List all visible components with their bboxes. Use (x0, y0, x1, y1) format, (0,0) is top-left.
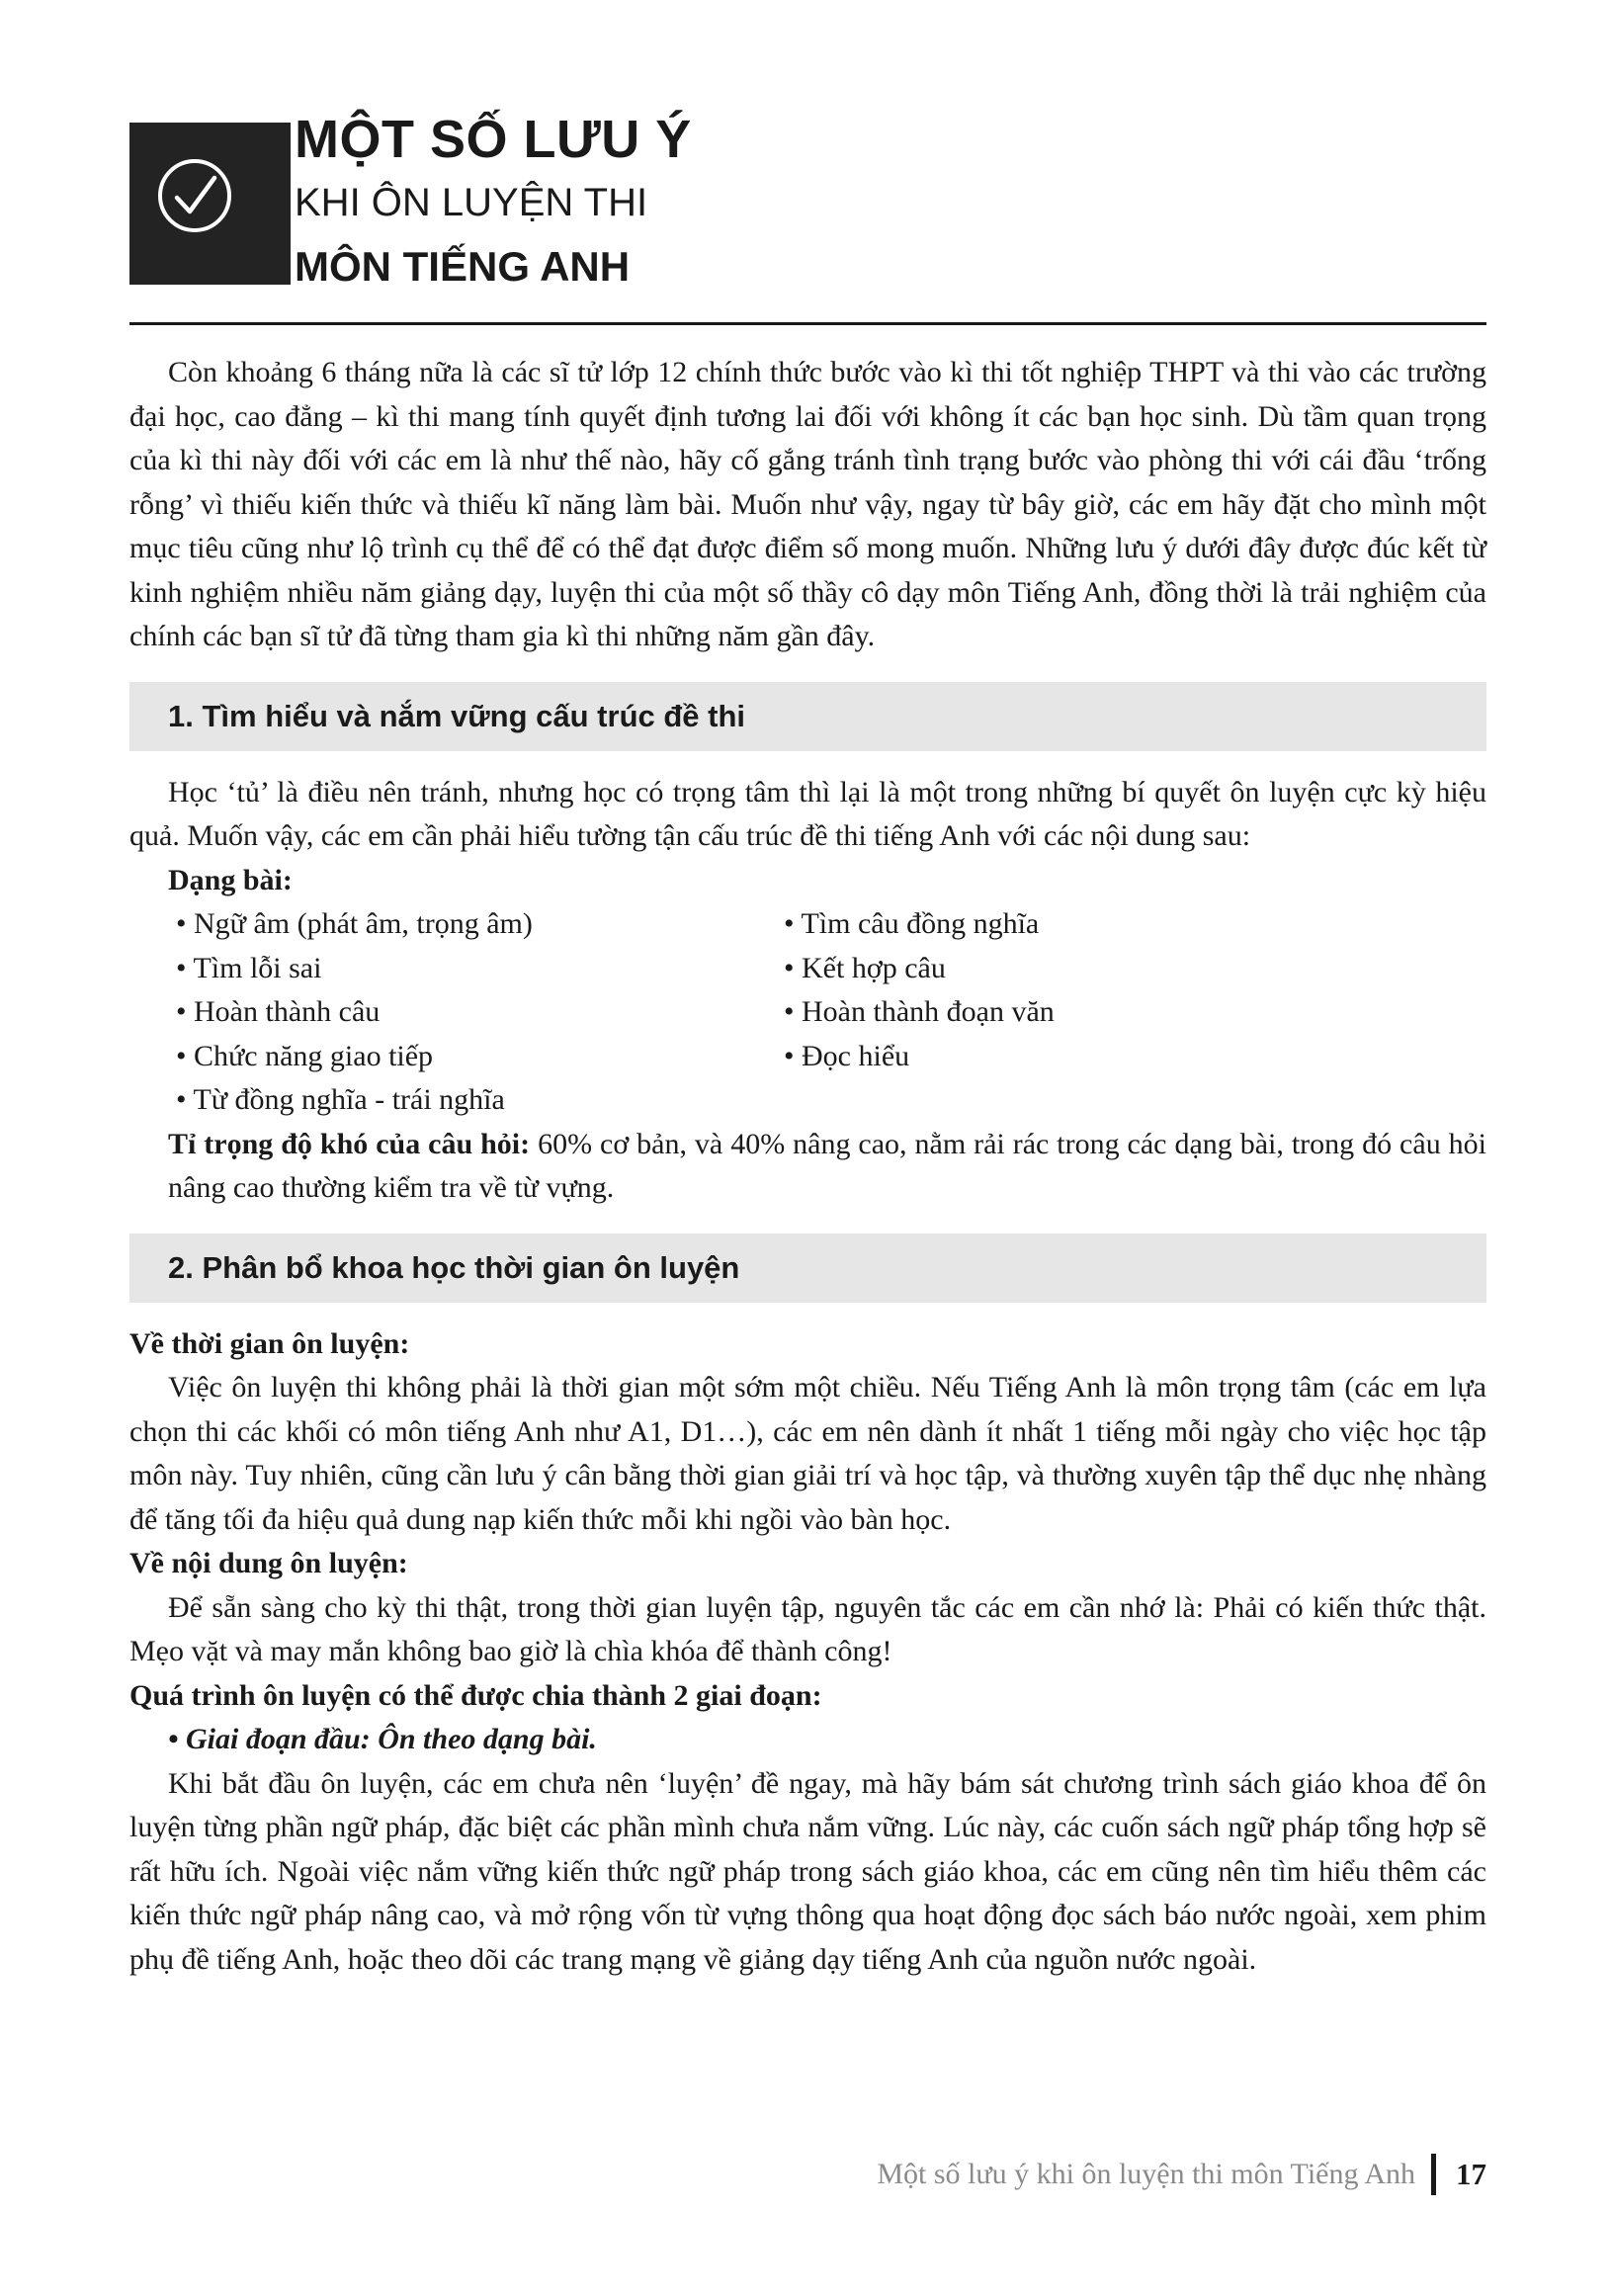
difficulty-label: Tỉ trọng độ khó của câu hỏi: (168, 1127, 531, 1160)
list-item: • Hoàn thành câu (176, 990, 784, 1035)
page-footer (877, 2152, 1486, 2197)
exercise-types-list (129, 902, 1486, 1123)
exercise-types-left-column (176, 902, 784, 1123)
header-icon-block (129, 123, 291, 285)
stages-label: Quá trình ôn luyện có thể được chia thành 2 giai đoạn: (129, 1678, 822, 1712)
difficulty-text: 60% cơ bản, và 40% nâng cao, nằm rải rác trong các dạng bài, trong đó câu hỏi nâng cao thường kiểm tra về từ vựng. (168, 1127, 1486, 1204)
exercise-types-right-column (784, 902, 1486, 1123)
list-item: • Từ đồng nghĩa - trái nghĩa (176, 1078, 784, 1123)
stage1-paragraph: Khi bắt đầu ôn luyện, các em chưa nên ‘luyện’ đề ngay, mà hãy bám sát chương trình sách giáo khoa để ôn luyện từng phần ngữ pháp, đặc biệt các phần mình chưa nắm vững. Lúc này, các cuốn sách ngữ pháp tổng hợp sẽ rất hữu ích. Ngoài việc nắm vững kiến thức ngữ pháp trong sách giáo khoa, các em cũng nên tìm hiểu thêm các kiến thức ngữ pháp nâng cao, và mở rộng vốn từ vựng thông qua hoạt động đọc sách báo nước ngoài, xem phim phụ đề tiếng Anh, hoặc theo dõi các trang mạng về giảng dạy tiếng Anh của nguồn nước ngoài. (129, 1766, 1486, 1976)
intro-paragraph: Còn khoảng 6 tháng nữa là các sĩ tử lớp 12 chính thức bước vào kì thi tốt nghiệp THPT và thi vào các trường đại học, cao đẳng – kì thi mang tính quyết định tương lai đối với không ít các bạn học sinh. Dù tầm quan trọng của kì thi này đối với các em là như thế nào, hãy cố gắng tránh tình trạng bước vào phòng thi với cái đầu ‘trống rỗng’ vì thiếu kiến thức và thiếu kĩ năng làm bài. Muốn như vậy, ngay từ bây giờ, các em hãy đặt cho mình một mục tiêu cũng như lộ trình cụ thể để có thể đạt được điểm số mong muốn. Những lưu ý dưới đây được đúc kết từ kinh nghiệm nhiều năm giảng dạy, luyện thi của một số thầy cô dạy môn Tiếng Anh, đồng thời là trải nghiệm của chính các bạn sĩ tử đã từng tham gia kì thi những năm gần đây. (129, 356, 1486, 652)
list-item: • Tìm lỗi sai (176, 947, 784, 991)
content-label: Về nội dung ôn luyện: (129, 1547, 408, 1579)
page-subtitle-subject: MÔN TIẾNG ANH (295, 243, 631, 290)
section-heading-1: 1. Tìm hiểu và nắm vững cấu trúc đề thi (129, 682, 1486, 751)
page-title: MỘT SỐ LƯU Ý (295, 110, 692, 169)
check-circle-icon (155, 156, 234, 235)
content-paragraph: Để sẵn sàng cho kỳ thi thật, trong thời gian luyện tập, nguyên tắc các em cần nhớ là: Phải có kiến thức thật. Mẹo vặt và may mắn không bao giờ là chìa khóa để thành công! (129, 1590, 1486, 1667)
list-item: • Tìm câu đồng nghĩa (784, 902, 1486, 947)
article-body (129, 351, 1486, 1982)
section1-paragraph: Học ‘tủ’ là điều nên tránh, nhưng học có trọng tâm thì lại là một trong những bí quyết ôn luyện cực kỳ hiệu quả. Muốn vậy, các em cần phải hiểu tường tận cấu trúc đề thi tiếng Anh với các nội dung sau: (129, 775, 1486, 852)
time-label: Về thời gian ôn luyện: (129, 1326, 410, 1360)
list-item: • Hoàn thành đoạn văn (784, 990, 1486, 1035)
page-subtitle: KHI ÔN LUYỆN THI (295, 181, 648, 224)
list-item: • Kết hợp câu (784, 947, 1486, 991)
page-number: 17 (1456, 2157, 1486, 2191)
time-paragraph: Việc ôn luyện thi không phải là thời gian một sớm một chiều. Nếu Tiếng Anh là môn trọng tâm (các em lựa chọn thi các khối có môn tiếng Anh như A1, D1…), các em nên dành ít nhất 1 tiếng mỗi ngày cho việc học tập môn này. Tuy nhiên, cũng cần lưu ý cân bằng thời gian giải trí và học tập, và thường xuyên tập thể dục nhẹ nhàng để tăng tối đa hiệu quả dung nạp kiến thức mỗi khi ngồi vào bàn học. (129, 1371, 1486, 1536)
stage1-label: • Giai đoạn đầu: Ôn theo dạng bài. (168, 1723, 597, 1755)
header-divider (129, 322, 1486, 325)
list-item: • Đọc hiểu (784, 1035, 1486, 1079)
running-title: Một số lưu ý khi ôn luyện thi môn Tiếng Anh (877, 2158, 1415, 2190)
footer-divider (1431, 2154, 1436, 2195)
difficulty-paragraph (129, 1123, 1486, 1211)
list-item: • Ngữ âm (phát âm, trọng âm) (176, 902, 784, 947)
list-item: • Chức năng giao tiếp (176, 1035, 784, 1079)
section-heading-2: 2. Phân bổ khoa học thời gian ôn luyện (129, 1233, 1486, 1303)
types-label: Dạng bài: (168, 863, 293, 896)
